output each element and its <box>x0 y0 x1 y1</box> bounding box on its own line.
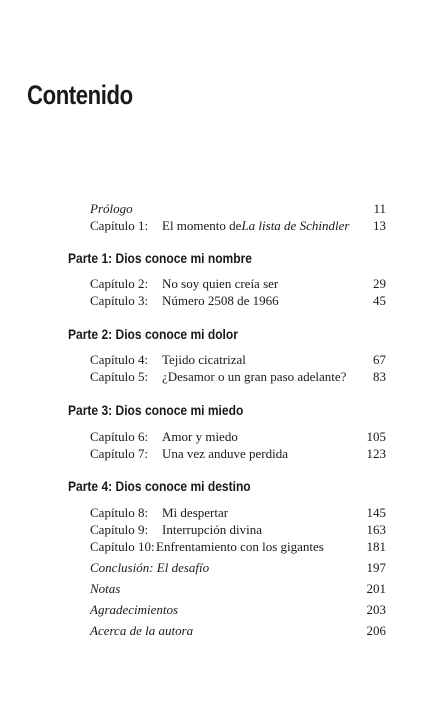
chapter-number: Capítulo 6: <box>90 429 149 444</box>
toc-entry-chapter-10 <box>90 539 386 555</box>
chapter-number: Capítulo 8: <box>90 505 149 520</box>
toc-entry-chapter-5 <box>90 369 386 385</box>
entry-label: Prólogo <box>90 201 133 216</box>
chapter-number: Capítulo 9: <box>90 522 149 537</box>
entry-label: El momento de <box>162 218 242 233</box>
toc-entry-chapter-6 <box>90 429 386 445</box>
entry-page: 123 <box>366 446 386 461</box>
toc-entry-chapter-1 <box>90 218 386 234</box>
entry-page: 45 <box>373 293 386 308</box>
toc-entry-notas <box>90 581 386 597</box>
entry-label: Acerca de la autora <box>90 623 194 638</box>
part-heading: Parte 4: Dios conoce mi destino <box>68 478 251 494</box>
entry-page: 29 <box>373 276 386 291</box>
entry-label: Notas <box>90 581 121 596</box>
chapter-number: Capítulo 1: <box>90 218 149 233</box>
entry-label-italic: La lista de Schindler <box>241 218 350 233</box>
entry-label: Agradecimientos <box>90 602 179 617</box>
entry-page: 13 <box>373 218 386 233</box>
toc-entry-conclusion <box>90 560 386 576</box>
entry-label: Número 2508 de 1966 <box>162 293 279 308</box>
entry-page: 201 <box>366 581 386 596</box>
toc-entry-chapter-2 <box>90 276 386 292</box>
part-heading: Parte 3: Dios conoce mi miedo <box>68 402 244 418</box>
entry-label: Conclusión: El desafío <box>90 560 210 575</box>
entry-label: Interrupción divina <box>162 522 262 537</box>
chapter-number: Capítulo 10: <box>90 539 155 554</box>
entry-page: 145 <box>366 505 386 520</box>
chapter-number: Capítulo 3: <box>90 293 149 308</box>
toc-entry-chapter-8 <box>90 505 386 521</box>
part-heading: Parte 1: Dios conoce mi nombre <box>68 250 252 266</box>
entry-page: 105 <box>366 429 386 444</box>
entry-page: 206 <box>366 623 386 638</box>
toc-entry-chapter-4 <box>90 352 386 368</box>
entry-page: 11 <box>373 201 386 216</box>
chapter-number: Capítulo 7: <box>90 446 149 461</box>
toc-entry-chapter-3 <box>90 293 386 309</box>
chapter-number: Capítulo 5: <box>90 369 149 384</box>
entry-page: 67 <box>373 352 386 367</box>
entry-label: Una vez anduve perdida <box>162 446 288 461</box>
entry-page: 181 <box>366 539 386 554</box>
toc-entry-chapter-9 <box>90 522 386 538</box>
toc-entry-acerca-de-la-autora <box>90 623 386 639</box>
part-heading: Parte 2: Dios conoce mi dolor <box>68 326 238 342</box>
chapter-number: Capítulo 4: <box>90 352 149 367</box>
entry-page: 197 <box>366 560 386 575</box>
entry-label: Enfrentamiento con los gigantes <box>156 539 324 554</box>
page-title: Contenido <box>27 80 133 110</box>
toc-entry-chapter-7 <box>90 446 386 462</box>
entry-label: ¿Desamor o un gran paso adelante? <box>162 369 347 384</box>
chapter-number: Capítulo 2: <box>90 276 149 291</box>
entry-label: Tejido cicatrizal <box>162 352 246 367</box>
entry-label: Mi despertar <box>162 505 229 520</box>
toc-entry-prologo <box>90 201 386 217</box>
entry-label: Amor y miedo <box>162 429 238 444</box>
toc-entry-agradecimientos <box>90 602 386 618</box>
entry-page: 163 <box>366 522 386 537</box>
entry-page: 83 <box>373 369 386 384</box>
entry-page: 203 <box>366 602 386 617</box>
entry-label: No soy quien creía ser <box>162 276 279 291</box>
